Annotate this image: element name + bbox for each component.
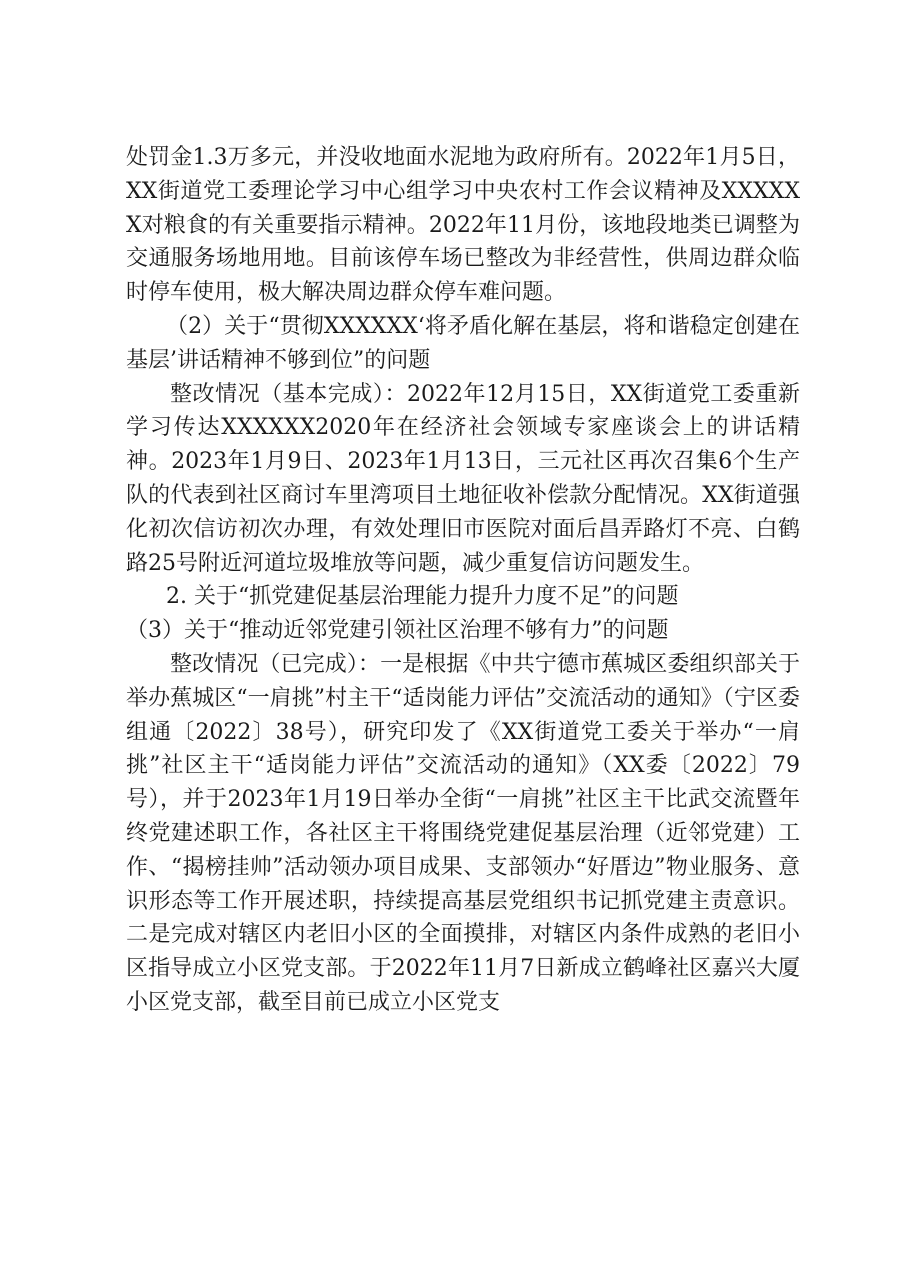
subsection-heading-2: （2）关于“贯彻XXXXXX‘将矛盾化解在基层，将和谐稳定创建在基层’讲话精神不够到位”的问题 (126, 313, 800, 373)
paragraph-penalty-continuation: 处罚金1.3万多元，并没收地面水泥地为政府所有。2022年1月5日，XX街道党工委理论学习中心组学习中央农村工作会议精神及XXXXXX对粮食的有关重要指示精神。2022年11月份，该地段地类已调整为交通服务场地用地。目前该停车场已整改为非经营性，供周边群众临时停车使用，极大解决周边群众停车难问题。 (126, 145, 800, 306)
paragraph-rectification-basic: 整改情况（基本完成）：2022年12月15日，XX街道党工委重新学习传达XXXXXX2020年在经济社会领域专家座谈会上的讲话精神。2023年1月9日、2023年1月13日，三元社区再次召集6个生产队的代表到社区商讨车里湾项目土地征收补偿款分配情况。XX街道强化初次信访初次办理，有效处理旧市医院对面后昌弄路灯不亮、白鹤路25号附近河道垃圾堆放等问题，减少重复信访问题发生。 (126, 381, 800, 576)
section-heading-2: 2. 关于“抓党建促基层治理能力提升力度不足”的问题 (166, 584, 679, 610)
subsection-heading-3: （3）关于“推动近邻党建引领社区治理不够有力”的问题 (126, 618, 669, 644)
document-page (126, 141, 800, 1020)
paragraph-rectification-complete: 整改情况（已完成）：一是根据《中共宁德市蕉城区委组织部关于举办蕉城区“一肩挑”村主干“适岗能力评估”交流活动的通知》（宁区委组通〔2022〕38号），研究印发了《XX街道党工委关于举办“一肩挑”社区主干“适岗能力评估”交流活动的通知》（XX委〔2022〕79号），并于2023年1月19日举办全街“一肩挑”社区主干比武交流暨年终党建述职工作，各社区主干将围绕党建促基层治理（近邻党建）工作、“揭榜挂帅”活动领办项目成果、支部领办“好厝边”物业服务、意识形态等工作开展述职，持续提高基层党组织书记抓党建主责意识。二是完成对辖区内老旧小区的全面摸排，对辖区内条件成熟的老旧小区指导成立小区党支部。于2022年11月7日新成立鹤峰社区嘉兴大厦小区党支部，截至目前已成立小区党支 (126, 651, 800, 1015)
